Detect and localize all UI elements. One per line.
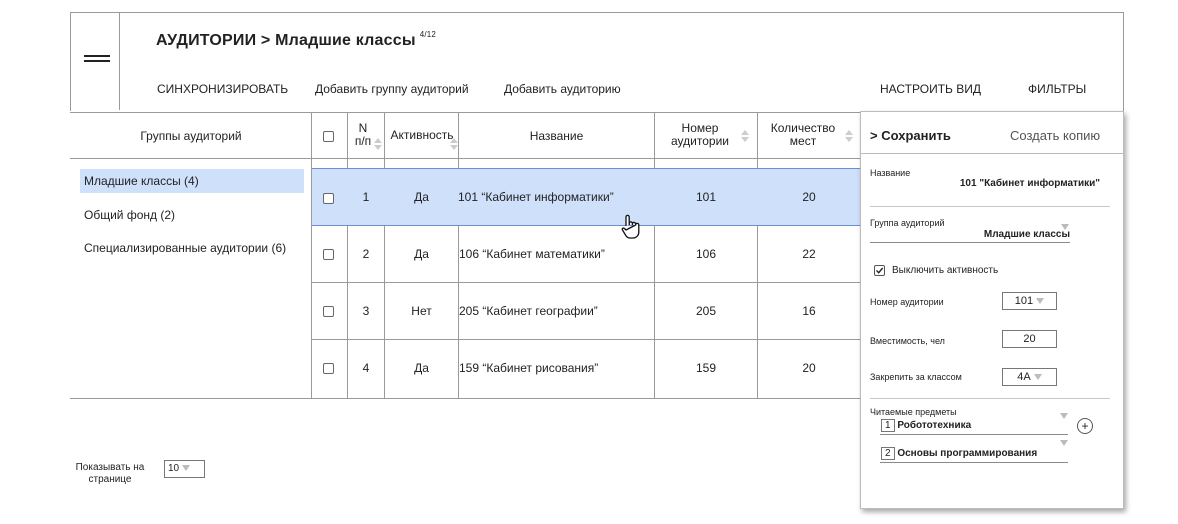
class-select[interactable]: 4А: [1002, 368, 1057, 386]
dropdown-arrow-icon[interactable]: [1060, 413, 1068, 419]
row-checkbox[interactable]: [323, 249, 334, 260]
cell-seats: 20: [802, 361, 816, 375]
cell-name[interactable]: 101 “Кабинет информатики”: [458, 190, 614, 204]
room-number-label: Номер аудитории: [870, 297, 944, 307]
page-size-label: Показывать на странице: [75, 462, 145, 485]
sync-button[interactable]: СИНХРОНИЗИРОВАТЬ: [157, 82, 289, 96]
cell-number: 3: [362, 304, 370, 318]
panel-divider: [861, 153, 1123, 154]
table-row[interactable]: [312, 283, 872, 340]
class-label: Закрепить за классом: [870, 372, 962, 382]
sort-icon[interactable]: [741, 130, 749, 142]
select-all-checkbox[interactable]: [323, 131, 334, 142]
cell-name[interactable]: 159 “Кабинет рисования”: [459, 361, 599, 375]
configure-view-button[interactable]: НАСТРОИТЬ ВИД: [880, 82, 981, 96]
save-button[interactable]: > Сохранить: [870, 128, 951, 143]
cell-activity: Да: [414, 247, 429, 261]
menu-icon[interactable]: [84, 55, 110, 65]
group-item[interactable]: Младшие классы (4): [80, 169, 304, 193]
page-title: [156, 30, 436, 50]
column-seats[interactable]: Количество мест: [770, 121, 836, 148]
subject-item[interactable]: 1 Робототехника: [881, 420, 971, 431]
capacity-field[interactable]: 20: [1002, 330, 1057, 348]
cell-name[interactable]: 205 “Кабинет географии”: [459, 304, 598, 318]
add-room-button[interactable]: Добавить аудиторию: [504, 82, 621, 96]
cell-name[interactable]: 106 “Кабинет математики”: [459, 247, 605, 261]
field-underline: [880, 462, 1068, 463]
group-label: Группа аудиторий: [870, 218, 945, 228]
cell-seats: 22: [802, 247, 816, 261]
sort-icon[interactable]: [450, 138, 458, 150]
disable-activity-label: Выключить активность: [892, 265, 999, 276]
page-size-select[interactable]: 10: [164, 460, 205, 478]
row-checkbox[interactable]: [323, 193, 334, 204]
capacity-label: Вместимость, чел: [870, 336, 945, 346]
breadcrumb: АУДИТОРИИ > Младшие классы: [156, 32, 416, 49]
table-row[interactable]: [312, 226, 872, 283]
name-field[interactable]: 101 "Кабинет информатики": [959, 178, 1100, 189]
edit-panel: [860, 111, 1124, 509]
header-divider: [119, 12, 120, 110]
cell-seats: 20: [802, 190, 816, 204]
checkmark-icon: [875, 266, 884, 275]
header-frame: [70, 12, 1124, 111]
group-field[interactable]: Младшие классы: [983, 229, 1070, 240]
field-underline: [870, 242, 1070, 243]
column-room-number[interactable]: Номер аудитории: [671, 121, 729, 148]
name-label: Название: [870, 168, 911, 178]
add-subject-icon[interactable]: +: [1077, 418, 1093, 434]
subjects-label: Читаемые предметы: [870, 407, 957, 417]
row-checkbox[interactable]: [323, 363, 334, 374]
table-header-bottom: [70, 158, 860, 159]
table-bottom: [70, 398, 860, 399]
subject-item[interactable]: 2 Основы программирования: [881, 448, 1037, 459]
column-name[interactable]: Название: [529, 129, 584, 143]
disable-activity-checkbox[interactable]: [874, 265, 885, 276]
cell-number: 4: [362, 361, 370, 375]
table-row[interactable]: [312, 340, 872, 396]
column-activity[interactable]: Активность: [390, 128, 454, 142]
sort-icon[interactable]: [845, 130, 853, 142]
group-item[interactable]: Общий фонд (2): [84, 208, 175, 222]
row-checkbox[interactable]: [323, 306, 334, 317]
cell-seats: 16: [802, 304, 816, 318]
panel-divider: [870, 206, 1110, 207]
cell-number: 2: [362, 247, 370, 261]
groups-header: Группы аудиторий: [140, 129, 242, 143]
table-row[interactable]: [312, 168, 872, 226]
room-number-select[interactable]: 101: [1002, 292, 1057, 310]
cell-room: 106: [695, 247, 717, 261]
cell-room: 101: [695, 190, 717, 204]
dropdown-arrow-icon: [182, 465, 190, 471]
cell-room: 159: [695, 361, 717, 375]
cell-number: 1: [362, 190, 370, 204]
panel-divider: [870, 398, 1110, 399]
group-item[interactable]: Специализированные аудитории (6): [84, 241, 287, 255]
cell-activity: Да: [414, 361, 429, 375]
dropdown-arrow-icon[interactable]: [1060, 440, 1068, 446]
field-underline: [880, 434, 1068, 435]
copy-button[interactable]: Создать копию: [1010, 128, 1101, 143]
sort-icon[interactable]: [374, 138, 382, 150]
cell-activity: Нет: [411, 304, 432, 318]
page-counter: 4/12: [419, 30, 437, 39]
hand-cursor-icon: [620, 214, 642, 240]
dropdown-arrow-icon: [1036, 298, 1044, 304]
add-group-button[interactable]: Добавить группу аудиторий: [315, 82, 469, 96]
column-number[interactable]: N п/п: [354, 121, 372, 148]
cell-activity: Да: [414, 190, 429, 204]
cell-room: 205: [695, 304, 717, 318]
filters-button[interactable]: ФИЛЬТРЫ: [1028, 82, 1087, 96]
dropdown-arrow-icon: [1034, 374, 1042, 380]
